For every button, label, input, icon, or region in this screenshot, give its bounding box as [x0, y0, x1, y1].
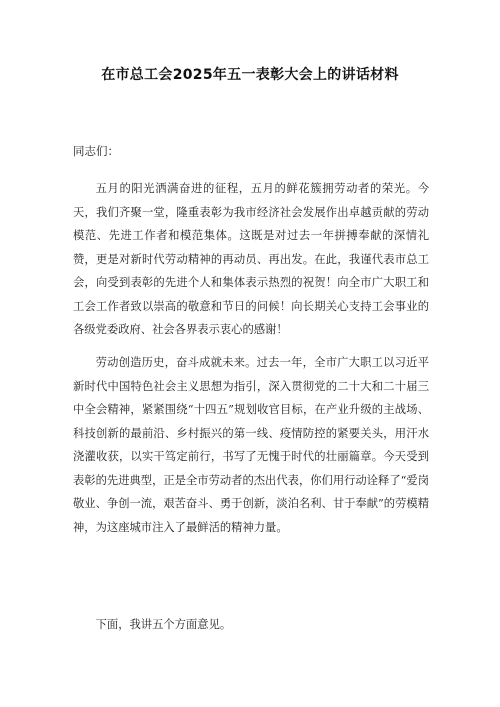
salutation: 同志们：	[73, 144, 119, 158]
paragraph-1: 五月的阳光洒满奋进的征程，五月的鲜花簇拥劳动者的荣光。今天，我们齐聚一堂，隆重表彰为我市经济社会发展作出卓越贡献的劳动模范、先进工作者和模范集体。这既是对过去一年拼搏奉献的深情礼赞，更是对新时代劳动精神的再动员、再出发。在此，我谨代表市总工会，向受到表彰的先进个人和集体表示热烈的祝贺！向全市广大职工和工会工作者致以崇高的敬意和节日的问候！向长期关心支持工会事业的各级党委政府、社会各界表示衷心的感谢！	[73, 182, 429, 336]
paragraph-2: 劳动创造历史，奋斗成就未来。过去一年，全市广大职工以习近平新时代中国特色社会主义思想为指引，深入贯彻党的二十大和二十届三中全会精神，紧紧围绕“十四五”规划收官目标，在产业升级的主战场、科技创新的最前沿、乡村振兴的第一线、疫情防控的紧要关头，用汗水浇灌收获，以实干笃定前行，书写了无愧于时代的壮丽篇章。今天受到表彰的先进典型，正是全市劳动者的杰出代表，你们用行动诠释了“爱岗敬业、争创一流，艰苦奋斗、勇于创新，淡泊名利、甘于奉献”的劳模精神，为这座城市注入了最鲜活的精神力量。	[73, 356, 429, 534]
document-title: 在市总工会2025年五一表彰大会上的讲话材料	[101, 67, 399, 83]
paragraph-3: 下面，我讲五个方面意见。	[95, 618, 232, 631]
